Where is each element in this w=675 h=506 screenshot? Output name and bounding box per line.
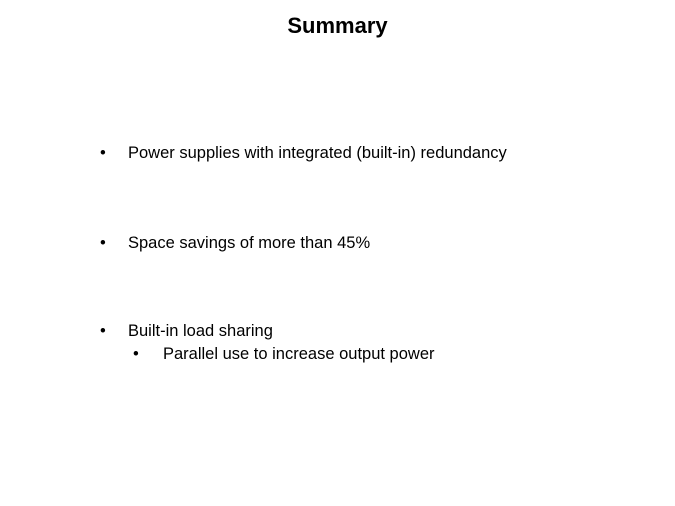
bullet-text: Power supplies with integrated (built-in) redundancy [128,144,507,162]
bullet-text: Built-in load sharing [128,322,273,340]
bullet-dot-icon: • [133,345,139,363]
bullet-dot-icon: • [100,322,106,340]
slide-title: Summary [287,13,388,38]
bullet-dot-icon: • [100,144,106,162]
bullet-text: Space savings of more than 45% [128,234,371,252]
sub-bullet-text: Parallel use to increase output power [163,345,435,363]
bullet-dot-icon: • [100,234,106,252]
